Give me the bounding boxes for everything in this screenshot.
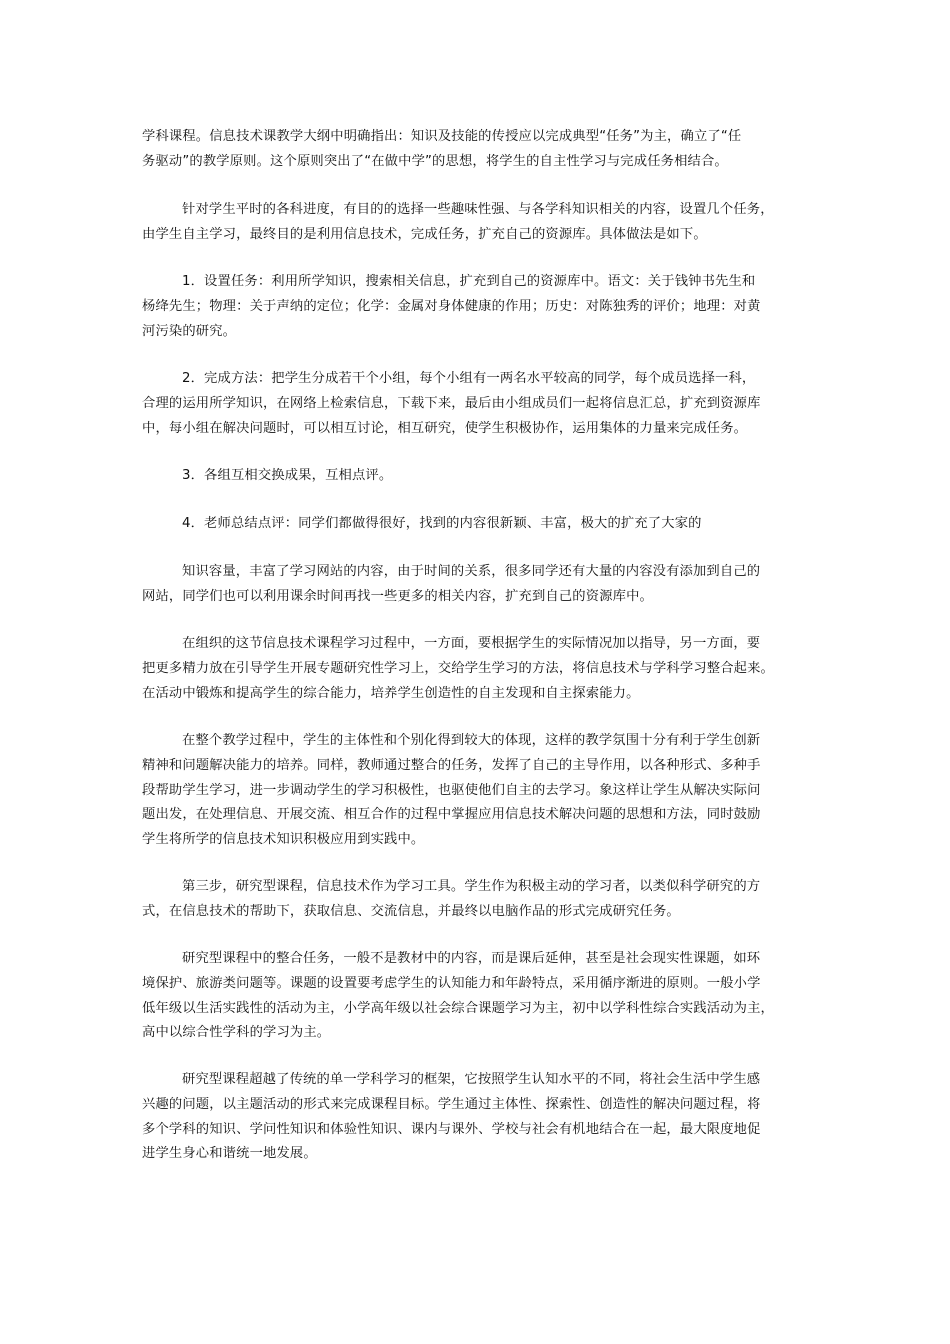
text-line: 3．各组互相交换成果，互相点评。: [182, 468, 393, 483]
text-line: 网站，同学们也可以利用课余时间再找一些更多的相关内容，扩充到自己的资源库中。: [142, 588, 653, 604]
text-line: 第三步，研究型课程，信息技术作为学习工具。学生作为积极主动的学习者，以类似科学研究的方: [182, 879, 761, 894]
paragraph-8: [142, 632, 814, 706]
text-line: 中，每小组在解决问题时，可以相互讨论，相互研究，使学生积极协作，运用集体的力量来完成任务。: [142, 420, 748, 436]
text-line: 低年级以生活实践性的活动为主，小学高年级以社会综合课题学习为主，初中以学科性综合实践活动为主，: [142, 1000, 775, 1016]
text-line: 学科课程。信息技术课教学大纲中明确指出：知识及技能的传授应以完成典型“任务”为主，确立了“任: [142, 129, 742, 144]
paragraph-3: [142, 270, 814, 344]
paragraph-9: [142, 729, 814, 853]
text-line: 1．设置任务：利用所学知识，搜索相关信息，扩充到自己的资源库中。语文：关于钱钟书先生和: [182, 274, 756, 289]
text-line: 由学生自主学习，最终目的是利用信息技术，完成任务，扩充自己的资源库。具体做法是如下。: [142, 226, 707, 242]
text-line: 进学生身心和谐统一地发展。: [142, 1146, 317, 1162]
text-line: 务驱动”的教学原则。这个原则突出了“在做中学”的思想，将学生的自主性学习与完成任务相结合。: [142, 153, 728, 169]
text-line: 学生将所学的信息技术知识积极应用到实践中。: [142, 832, 425, 848]
paragraph-2: [142, 198, 814, 248]
text-line: 式，在信息技术的帮助下，获取信息、交流信息，并最终以电脑作品的形式完成研究任务。: [142, 903, 680, 919]
text-line: 多个学科的知识、学问性知识和体验性知识、课内与课外、学校与社会有机地结合在一起，最大限度地促: [142, 1121, 761, 1137]
paragraph-5: [142, 464, 814, 489]
text-line: 研究型课程超越了传统的单一学科学习的框架，它按照学生认知水平的不同，将社会生活中学生感: [182, 1072, 761, 1087]
text-line: 针对学生平时的各科进度，有目的的选择一些趣味性强、与各学科知识相关的内容，设置几个任务，: [182, 202, 774, 217]
paragraph-6: [142, 512, 814, 537]
text-line: 高中以综合性学科的学习为主。: [142, 1025, 331, 1041]
text-line: 在组织的这节信息技术课程学习过程中，一方面，要根据学生的实际情况加以指导，另一方面，要: [182, 636, 761, 651]
text-line: 知识容量，丰富了学习网站的内容，由于时间的关系，很多同学还有大量的内容没有添加到自己的: [182, 564, 761, 579]
text-line: 4．老师总结点评：同学们都做得很好，找到的内容很新颖、丰富，极大的扩充了大家的: [182, 516, 702, 531]
paragraph-12: [142, 1068, 814, 1167]
text-line: 研究型课程中的整合任务，一般不是教材中的内容，而是课后延伸，甚至是社会现实性课题，如环: [182, 951, 761, 966]
text-line: 杨绛先生；物理：关于声纳的定位；化学：金属对身体健康的作用；历史：对陈独秀的评价；地理：对黄: [142, 298, 761, 314]
text-line: 段帮助学生学习，进一步调动学生的学习积极性，也驱使他们自主的去学习。象这样让学生从解决实际问: [142, 782, 761, 798]
text-line: 题出发，在处理信息、开展交流、相互合作的过程中掌握应用信息技术解决问题的思想和方法，同时鼓励: [142, 807, 761, 823]
text-line: 在整个教学过程中，学生的主体性和个别化得到较大的体现，这样的教学氛围十分有利于学生创新: [182, 733, 761, 748]
paragraph-7: [142, 560, 814, 610]
paragraph-1: [142, 125, 814, 175]
text-line: 合理的运用所学知识，在网络上检索信息，下载下来，最后由小组成员们一起将信息汇总，扩充到资源库: [142, 395, 761, 411]
text-line: 精神和问题解决能力的培养。同样，教师通过整合的任务，发挥了自己的主导作用，以各种形式、多种手: [142, 757, 761, 773]
text-line: 把更多精力放在引导学生开展专题研究性学习上，交给学生学习的方法，将信息技术与学科学习整合起来。: [142, 660, 775, 676]
text-line: 境保护、旅游类问题等。课题的设置要考虑学生的认知能力和年龄特点，采用循序渐进的原则。一般小学: [142, 975, 761, 991]
paragraph-4: [142, 367, 814, 441]
text-line: 2．完成方法：把学生分成若干个小组，每个小组有一两名水平较高的同学，每个成员选择一科，: [182, 371, 756, 386]
paragraph-10: [142, 875, 814, 925]
text-line: 在活动中锻炼和提高学生的综合能力，培养学生创造性的自主发现和自主探索能力。: [142, 685, 640, 701]
paragraph-11: [142, 947, 814, 1046]
text-line: 兴趣的问题，以主题活动的形式来完成课程目标。学生通过主体性、探索性、创造性的解决问题过程，将: [142, 1096, 761, 1112]
text-line: 河污染的研究。: [142, 323, 237, 339]
